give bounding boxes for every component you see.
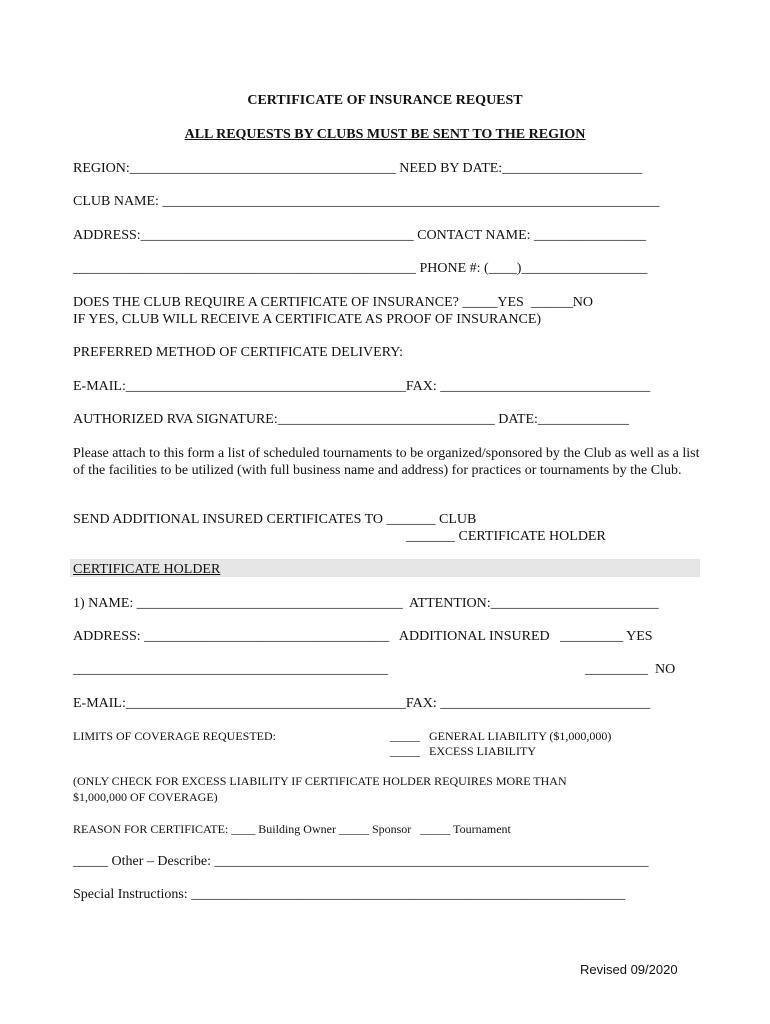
holder-email-fax-line[interactable]: E-MAIL:________________________________________FAX: ______________________________ bbox=[73, 696, 651, 711]
holder-address2-line[interactable]: _____________________________________________ bbox=[73, 662, 388, 677]
address-contact-line[interactable]: ADDRESS:_______________________________________ CONTACT NAME: ________________ bbox=[73, 228, 647, 243]
revision-date: Revised 09/2020 bbox=[580, 962, 678, 977]
send-certificates-holder-line[interactable]: _______ CERTIFICATE HOLDER bbox=[406, 529, 606, 544]
excess-liability-option[interactable]: _____ EXCESS LIABILITY bbox=[390, 744, 536, 758]
email-fax-line[interactable]: E-MAIL:________________________________________FAX: ______________________________ bbox=[73, 379, 651, 394]
attach-instructions: Please attach to this form a list of scheduled tournaments to be organized/sponsored by the Club as well as a list of the facilities to be utilized (with full business name and address) for practices or tournaments by the Club. bbox=[73, 446, 700, 478]
holder-name-attention-line[interactable]: 1) NAME: ______________________________________ ATTENTION:________________________ bbox=[73, 596, 659, 611]
excess-note-line1: (ONLY CHECK FOR EXCESS LIABILITY IF CERTIFICATE HOLDER REQUIRES MORE THAN bbox=[73, 774, 567, 788]
certificate-holder-heading: CERTIFICATE HOLDER bbox=[73, 562, 221, 577]
page-title: CERTIFICATE OF INSURANCE REQUEST bbox=[247, 93, 523, 108]
signature-date-line[interactable]: AUTHORIZED RVA SIGNATURE:_______________________________ DATE:_____________ bbox=[73, 412, 629, 427]
additional-insured-no[interactable]: _________ NO bbox=[585, 662, 676, 677]
page-subtitle: ALL REQUESTS BY CLUBS MUST BE SENT TO THE REGION bbox=[184, 127, 586, 142]
address2-phone-line[interactable]: _________________________________________________ PHONE #: (____)__________________ bbox=[73, 261, 648, 276]
send-certificates-club-line[interactable]: SEND ADDITIONAL INSURED CERTIFICATES TO _______ CLUB bbox=[73, 512, 477, 527]
region-need-by-line[interactable]: REGION:______________________________________ NEED BY DATE:____________________ bbox=[73, 161, 643, 176]
holder-address-insured-line[interactable]: ADDRESS: ___________________________________ ADDITIONAL INSURED _________ YES bbox=[73, 629, 653, 644]
limits-label: LIMITS OF COVERAGE REQUESTED: bbox=[73, 729, 276, 743]
club-name-line[interactable]: CLUB NAME: _______________________________________________________________________ bbox=[73, 194, 660, 209]
reason-line[interactable]: REASON FOR CERTIFICATE: ____ Building Owner _____ Sponsor _____ Tournament bbox=[73, 822, 511, 836]
if-yes-note: IF YES, CLUB WILL RECEIVE A CERTIFICATE AS PROOF OF INSURANCE) bbox=[73, 312, 542, 327]
other-describe-line[interactable]: _____ Other – Describe: ______________________________________________________________ bbox=[73, 854, 649, 869]
special-instructions-line[interactable]: Special Instructions: ______________________________________________________________ bbox=[73, 887, 626, 902]
preferred-delivery-label: PREFERRED METHOD OF CERTIFICATE DELIVERY: bbox=[73, 345, 403, 360]
general-liability-option[interactable]: _____ GENERAL LIABILITY ($1,000,000) bbox=[390, 729, 612, 743]
excess-note-line2: $1,000,000 OF COVERAGE) bbox=[73, 790, 218, 804]
requires-certificate-question[interactable]: DOES THE CLUB REQUIRE A CERTIFICATE OF INSURANCE? _____YES ______NO bbox=[73, 295, 594, 310]
